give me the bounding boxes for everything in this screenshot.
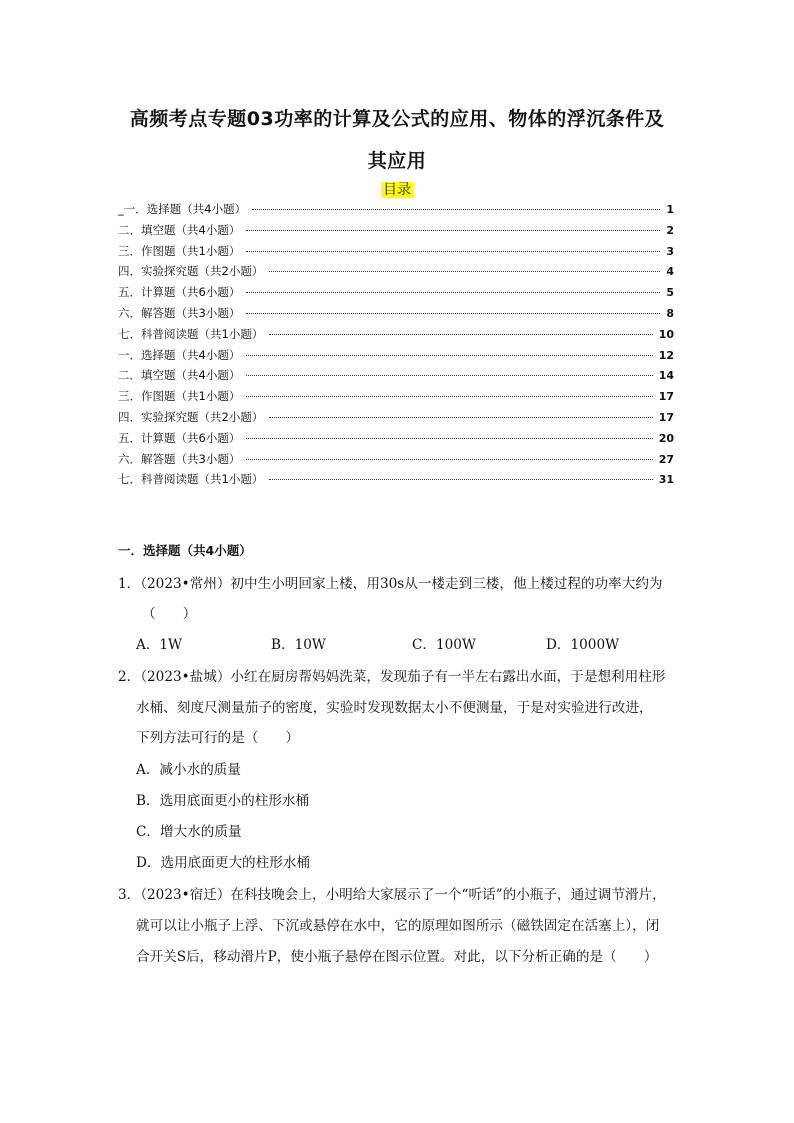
toc-entry-label[interactable]: _一．选择题（共4小题） [118, 202, 247, 216]
toc-entry-label[interactable]: 六．解答题（共3小题） [118, 451, 241, 466]
toc-entry-page-number[interactable]: 12 [658, 348, 674, 362]
toc-leader-dots [246, 251, 660, 252]
toc-entry[interactable] [118, 201, 674, 222]
toc-entry[interactable] [118, 409, 674, 430]
toc-leader-dots [252, 209, 660, 210]
question-2-line-3: 下列方法可行的是（ ） [136, 730, 300, 746]
toc-entry-page-number[interactable]: 31 [658, 473, 674, 487]
toc-entry[interactable] [118, 471, 674, 492]
toc-leader-dots [269, 271, 660, 272]
toc-entry[interactable] [118, 305, 674, 326]
question-2-option-a: A．减小水的质量 [136, 762, 241, 778]
toc-heading [0, 179, 794, 199]
toc-entry-page-number[interactable]: 17 [658, 390, 674, 404]
toc-entry[interactable] [118, 222, 674, 243]
toc-entry-page-number[interactable]: 3 [666, 244, 674, 258]
toc-entry-label[interactable]: 三．作图题（共1小题） [118, 389, 241, 404]
question-1-option-d: D．1000W [546, 637, 620, 653]
toc-entry-page-number[interactable]: 1 [666, 203, 674, 216]
toc-entry-label[interactable]: 四．实验探究题（共2小题） [118, 409, 264, 424]
toc-entry[interactable] [118, 347, 674, 368]
toc-entry[interactable] [118, 388, 674, 409]
toc-entry[interactable] [118, 243, 674, 264]
toc-entry-page-number[interactable]: 14 [658, 369, 674, 383]
toc-leader-dots [246, 438, 652, 439]
question-2-line-1: 2．（2023•盐城）小红在厨房帮妈妈洗菜，发现茄子有一半左右露出水面，于是想利用柱形 [118, 669, 666, 685]
toc-entry-label[interactable]: 六．解答题（共3小题） [118, 305, 241, 320]
toc-entry-page-number[interactable]: 8 [666, 306, 674, 320]
toc-entry[interactable] [118, 263, 674, 284]
question-2-option-b: B．选用底面更小的柱形水桶 [136, 793, 310, 809]
toc-leader-dots [246, 230, 660, 231]
toc-entry[interactable] [118, 367, 674, 388]
toc-entry-label[interactable]: 五．计算题（共6小题） [118, 430, 241, 445]
toc-entry[interactable] [118, 284, 674, 305]
question-3-line-1: 3．（2023•宿迁）在科技晚会上，小明给大家展示了一个“听话”的小瓶子，通过调节滑片， [118, 887, 666, 903]
toc-entry-page-number[interactable]: 2 [666, 223, 674, 237]
question-2-option-d: D．选用底面更大的柱形水桶 [136, 855, 311, 871]
toc-entry-page-number[interactable]: 20 [658, 431, 674, 445]
table-of-contents [118, 201, 674, 492]
toc-entry[interactable] [118, 451, 674, 472]
question-3-line-2: 就可以让小瓶子上浮、下沉或悬停在水中，它的原理如图所示（磁铁固定在活塞上），闭 [136, 918, 660, 934]
question-1-line-1: 1．（2023•常州）初中生小明回家上楼，用30s从一楼走到三楼，他上楼过程的功率大约为 [118, 576, 663, 592]
question-2-line-2: 水桶、刻度尺测量茄子的密度，实验时发现数据太小不便测量，于是对实验进行改进， [136, 700, 653, 716]
toc-entry-page-number[interactable]: 5 [666, 286, 674, 300]
question-1-option-c: C．100W [412, 637, 476, 653]
toc-entry-label[interactable]: 七．科普阅读题（共1小题） [118, 326, 264, 341]
question-1-option-a: A．1W [136, 637, 183, 653]
toc-entry-label[interactable]: 二．填空题（共4小题） [118, 368, 241, 383]
toc-entry-page-number[interactable]: 27 [658, 452, 674, 466]
toc-leader-dots [246, 375, 652, 376]
toc-entry-page-number[interactable]: 10 [658, 327, 674, 341]
toc-entry[interactable] [118, 326, 674, 347]
toc-entry-label[interactable]: 三．作图题（共1小题） [118, 243, 241, 258]
question-1-line-2: （ ） [142, 606, 197, 622]
document-title-line-2: 其应用 [367, 150, 427, 172]
toc-leader-dots [269, 334, 652, 335]
document-title-line-1: 高频考点专题03功率的计算及公式的应用、物体的浮沉条件及 [129, 108, 665, 130]
toc-entry-page-number[interactable]: 17 [658, 410, 674, 424]
toc-entry-label[interactable]: 七．科普阅读题（共1小题） [118, 472, 264, 487]
toc-leader-dots [246, 292, 660, 293]
toc-leader-dots [269, 479, 652, 480]
toc-entry-label[interactable]: 四．实验探究题（共2小题） [118, 264, 264, 279]
toc-entry-label[interactable]: 一．选择题（共4小题） [118, 347, 241, 362]
question-1-option-b: B．10W [271, 637, 326, 653]
toc-entry-page-number[interactable]: 4 [666, 265, 674, 279]
toc-leader-dots [269, 417, 652, 418]
toc-leader-dots [246, 396, 652, 397]
toc-entry[interactable] [118, 430, 674, 451]
toc-leader-dots [246, 313, 660, 314]
toc-heading-label: 目录 [383, 182, 411, 198]
toc-entry-label[interactable]: 五．计算题（共6小题） [118, 285, 241, 300]
toc-entry-label[interactable]: 二．填空题（共4小题） [118, 222, 241, 237]
toc-leader-dots [246, 459, 652, 460]
toc-leader-dots [246, 355, 652, 356]
question-2-option-c: C．增大水的质量 [136, 824, 242, 840]
question-3-line-3: 合开关S后，移动滑片P，使小瓶子悬停在图示位置。对此，以下分析正确的是（ ） [136, 949, 658, 965]
section-heading: 一．选择题（共4小题） [118, 543, 252, 558]
